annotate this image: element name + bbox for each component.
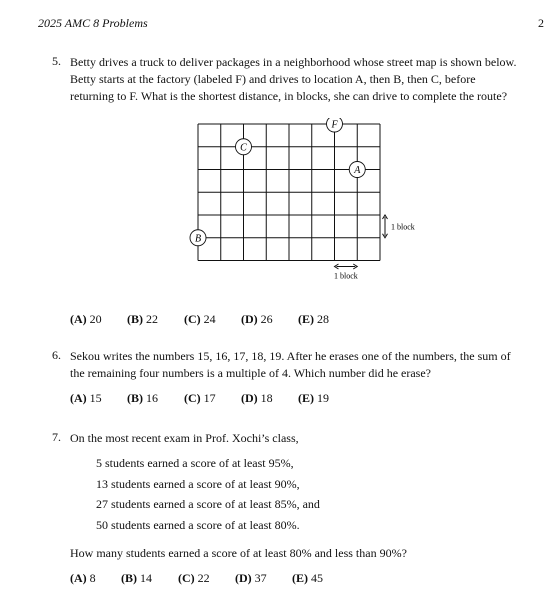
choice-a[interactable]: (A) 15 [70,391,102,405]
choice-d[interactable]: (D) 26 [241,312,273,326]
choice-a[interactable]: (A) 8 [70,571,96,585]
choice-c[interactable]: (C) 22 [178,571,210,585]
choice-b[interactable]: (B) 14 [121,571,152,585]
location-label-a: A [354,165,361,176]
choice-b[interactable]: (B) 16 [127,391,158,405]
problem-text [70,54,540,105]
choice-b[interactable]: (B) 22 [127,312,158,326]
problem-line: returning to F. What is the shortest distance, in blocks, she can drive to complete the route? [70,89,508,103]
contest-title: 2025 AMC 8 Problems [38,16,148,30]
answer-choices-7 [70,571,346,586]
choice-d[interactable]: (D) 18 [241,391,273,405]
page-header [38,16,544,32]
question-text: How many students earned a score of at least 80% and less than 90%? [70,546,407,560]
scale-label-horizontal: 1 block [333,271,358,281]
problem-line: Sekou writes the numbers 15, 16, 17, 18, 19. After he erases one of the numbers, the sum of [70,349,511,363]
location-label-b: B [194,233,202,245]
street-map-diagram [185,118,425,288]
page-number: 2 [538,16,544,30]
answer-choices-6 [70,391,352,406]
score-item: 27 students earned a score of at least 85%, and [96,497,320,511]
choice-c[interactable]: (C) 24 [184,312,216,326]
problem-text [70,348,540,382]
problem-text [70,430,540,447]
location-label-c: C [240,142,247,154]
choice-e[interactable]: (E) 19 [298,391,329,405]
problem-number: 5. [52,54,61,68]
location-label-f: F [331,119,338,131]
score-item: 5 students earned a score of at least 95%, [96,456,294,470]
choice-a[interactable]: (A) 20 [70,312,102,326]
problem-number: 7. [52,430,61,444]
street-map [185,118,425,292]
score-item: 50 students earned a score of at least 80%. [96,518,300,532]
choice-e[interactable]: (E) 45 [292,571,323,585]
problem-line: Betty starts at the factory (labeled F) and drives to location A, then B, then C, before [70,72,476,86]
problem-line: the remaining four numbers is a multiple of 4. Which number did he erase? [70,366,432,380]
choice-d[interactable]: (D) 37 [235,571,267,585]
choice-c[interactable]: (C) 17 [184,391,216,405]
problem-line: Betty drives a truck to deliver packages in a neighborhood whose street map is shown below. [70,55,517,69]
choice-e[interactable]: (E) 28 [298,312,329,326]
answer-choices-5 [70,312,352,327]
scale-label-vertical: 1 block [391,222,415,232]
problem-line: On the most recent exam in Prof. Xochi’s class, [70,431,299,445]
score-item: 13 students earned a score of at least 90%, [96,477,300,491]
problem-number: 6. [52,348,61,362]
